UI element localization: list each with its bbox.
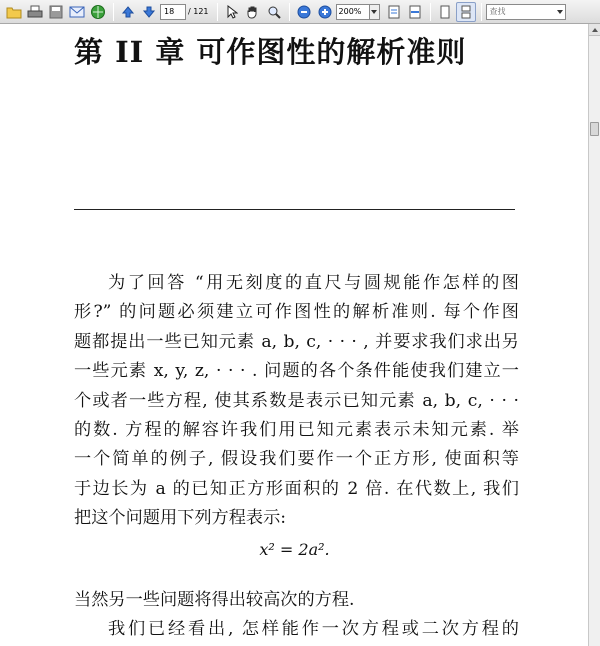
paragraph-2 (74, 586, 519, 645)
text-line: 一些元素 x, y, z, · · · . 问题的各个条件能使我们建立一 (74, 361, 519, 382)
web-icon[interactable] (88, 2, 108, 22)
page-up-icon[interactable] (118, 2, 138, 22)
page-total: / 121 (188, 7, 209, 16)
text-line: 把这个问题用下列方程表示: (74, 508, 287, 529)
text-line: 个或者一些方程, 使其系数是表示已知元素 a, b, c, · · · (74, 390, 519, 411)
continuous-page-icon[interactable] (456, 2, 476, 22)
zoom-dropdown-button[interactable] (370, 4, 380, 20)
formula: x² = 2a². (259, 540, 330, 559)
toolbar-separator (289, 3, 290, 21)
scrollbar-thumb[interactable] (590, 122, 599, 136)
text-line: 于边长为 a 的已知正方形面积的 2 倍. 在代数上, 我们 (74, 478, 519, 499)
toolbar-separator (217, 3, 218, 21)
scroll-up-button[interactable] (589, 24, 600, 36)
text-line: 一个简单的例子, 假设我们要作一个正方形, 使面积等 (74, 449, 519, 470)
fit-page-icon[interactable] (384, 2, 404, 22)
text-line: 我们已经看出, 怎样能作一次方程或二次方程的 (108, 619, 519, 640)
toolbar-separator (481, 3, 482, 21)
zoom-level-input[interactable]: 200% (336, 4, 370, 20)
text-line: 的数. 方程的解容许我们用已知元素表示未知元素. 举 (74, 419, 519, 440)
toolbar-separator (113, 3, 114, 21)
hand-tool-icon[interactable] (243, 2, 263, 22)
email-icon[interactable] (67, 2, 87, 22)
chevron-down-icon (371, 10, 377, 14)
print-icon[interactable] (25, 2, 45, 22)
text-line: 题都提出一些已知元素 a, b, c, · · · , 并要求我们求出另 (74, 331, 519, 352)
single-page-icon[interactable] (435, 2, 455, 22)
page-down-icon[interactable] (139, 2, 159, 22)
vertical-scrollbar[interactable] (588, 24, 600, 646)
zoom-tool-icon[interactable] (264, 2, 284, 22)
text-line: 形?” 的问题必须建立可作图性的解析准则. 每个作图 (74, 302, 519, 323)
chapter-title: 第 II 章 可作图性的解析准则 (74, 35, 467, 69)
chevron-down-icon (557, 10, 563, 14)
zoom-in-icon[interactable] (315, 2, 335, 22)
zoom-out-icon[interactable] (294, 2, 314, 22)
chevron-up-icon (592, 28, 598, 32)
open-folder-icon[interactable] (4, 2, 24, 22)
search-placeholder: 查找 (489, 6, 506, 16)
toolbar-separator (430, 3, 431, 21)
toolbar (0, 0, 600, 24)
page-number-input[interactable]: 18 (160, 4, 186, 20)
search-input[interactable] (486, 4, 566, 20)
text-line: 当然另一些问题将得出较高次的方程. (74, 590, 355, 610)
fit-width-icon[interactable] (405, 2, 425, 22)
save-icon[interactable] (46, 2, 66, 22)
document-page (0, 24, 588, 646)
select-tool-icon[interactable] (222, 2, 242, 22)
text-line: 为了回答 “用无刻度的直尺与圆规能作怎样的图 (108, 273, 519, 293)
paragraph-1 (74, 269, 519, 534)
title-rule (74, 209, 515, 210)
